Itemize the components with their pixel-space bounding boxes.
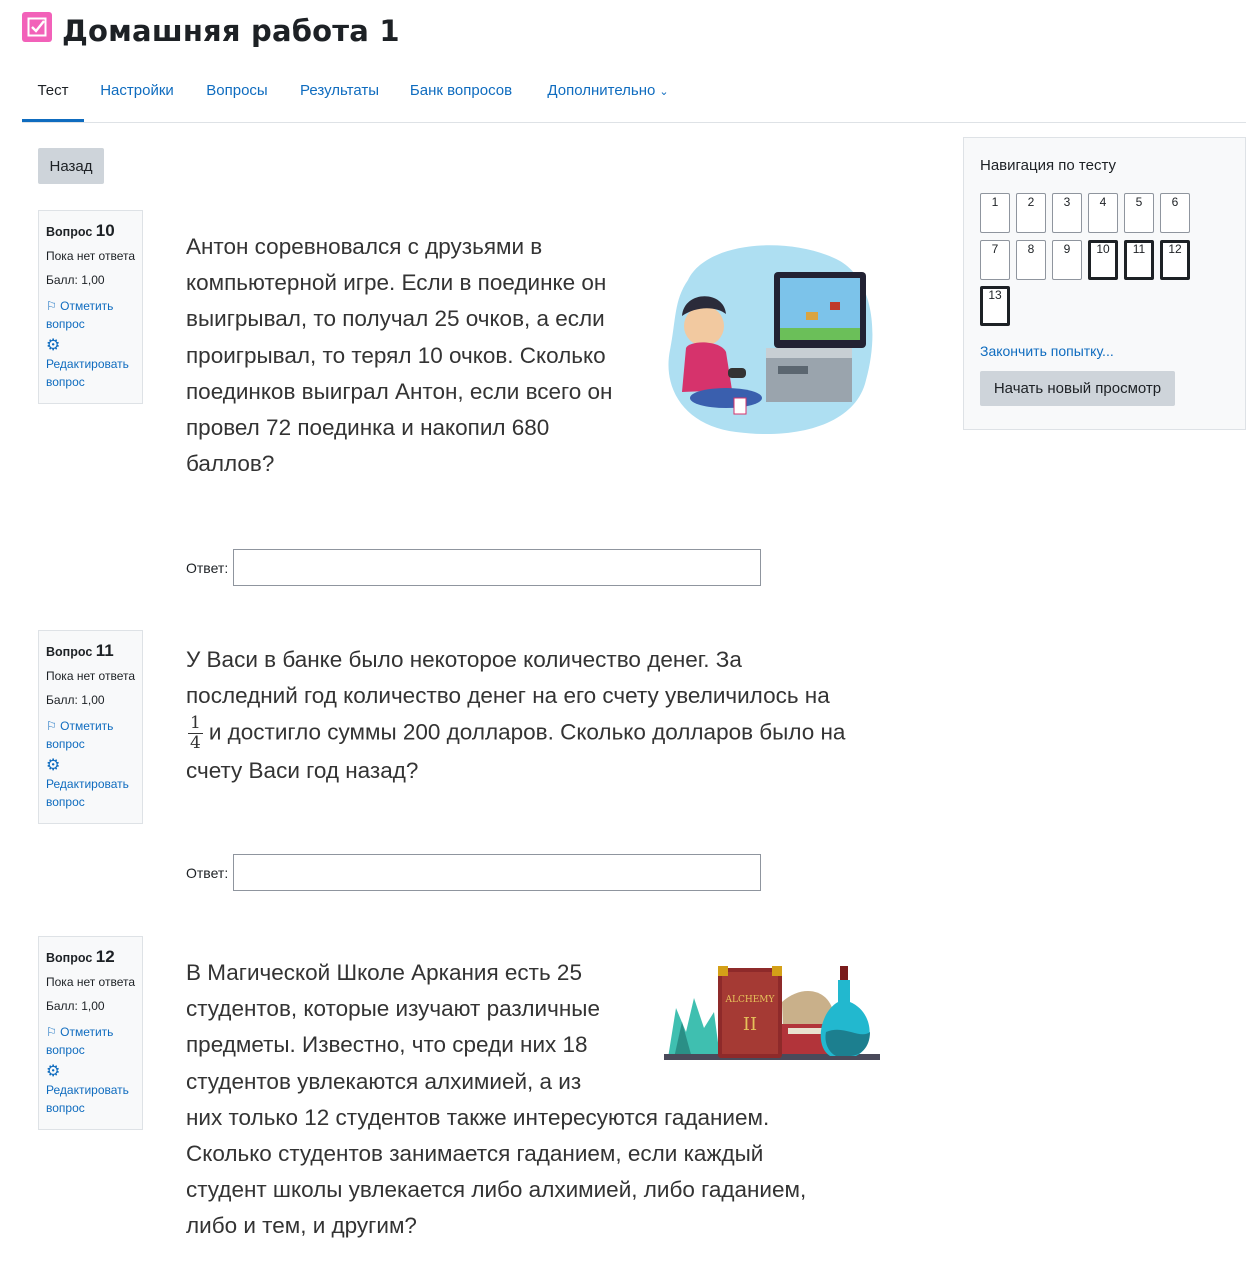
nav-question-2[interactable]: 2 [1016, 193, 1046, 233]
question-number [46, 221, 135, 241]
quiz-navigation-title: Навигация по тесту [980, 157, 1116, 174]
gear-icon: ⚙ [46, 1063, 61, 1080]
question-line: них только 12 студентов также интересуются гаданием. [186, 1104, 770, 1130]
nav-question-6[interactable]: 6 [1160, 193, 1190, 233]
question-line: Сколько студентов занимается гаданием, если каждый [186, 1141, 764, 1167]
edit-label: Редактировать вопрос [46, 1083, 129, 1115]
question-line: Антон соревновался с друзьями в [186, 234, 543, 259]
fraction [188, 714, 203, 753]
back-button[interactable]: Назад [38, 148, 104, 184]
question-line: студентов увлекаются алхимией, а из [186, 1068, 582, 1094]
question-number-value: 12 [95, 947, 115, 966]
tab-quiz[interactable]: Тест [22, 70, 84, 122]
edit-question-link[interactable] [46, 757, 135, 811]
flag-question-link[interactable] [46, 717, 135, 753]
flag-icon: ⚐ [46, 719, 57, 733]
nav-question-10[interactable]: 10 [1088, 240, 1118, 280]
question-number-value: 10 [95, 221, 115, 240]
question-prefix: Вопрос [46, 645, 93, 659]
flag-question-link[interactable] [46, 297, 135, 333]
question-line: баллов? [186, 451, 275, 477]
question-prefix: Вопрос [46, 951, 93, 965]
tab-questions[interactable]: Вопросы [206, 82, 268, 99]
alchemy-books-illustration [664, 962, 880, 1062]
question-prefix: Вопрос [46, 225, 93, 239]
flag-question-link[interactable] [46, 1023, 135, 1059]
question-line: провел 72 поединка и накопил 680 [186, 415, 550, 441]
flag-label: Отметить вопрос [46, 299, 114, 331]
flag-label: Отметить вопрос [46, 1025, 114, 1057]
question-line-text: и достигло суммы 200 долларов. Сколько долларов было на [208, 719, 846, 745]
question-state: Пока нет ответа [46, 249, 136, 263]
book-numeral: II [742, 1014, 758, 1035]
fraction-numerator: 1 [190, 713, 201, 734]
question-text-10 [186, 229, 656, 482]
nav-question-1[interactable]: 1 [980, 193, 1010, 233]
nav-question-8[interactable]: 8 [1016, 240, 1046, 280]
question-grade: Балл: 1,00 [46, 999, 105, 1013]
nav-question-7[interactable]: 7 [980, 240, 1010, 280]
question-info-11 [38, 630, 143, 824]
nav-question-12[interactable]: 12 [1160, 240, 1190, 280]
fraction-denominator: 4 [190, 733, 201, 754]
question-line: проигрывал, то терял 10 очков. Сколько [186, 342, 606, 368]
gamer-boy-illustration [666, 240, 876, 438]
question-line: либо и тем, и другим? [186, 1213, 417, 1239]
question-number-value: 11 [95, 641, 114, 660]
question-grade: Балл: 1,00 [46, 693, 105, 707]
start-new-preview-button[interactable]: Начать новый просмотр [980, 371, 1175, 406]
question-grade: Балл: 1,00 [46, 273, 105, 287]
answer-label: Ответ: [186, 560, 229, 576]
flag-label: Отметить вопрос [46, 719, 114, 751]
question-info-10 [38, 210, 143, 404]
nav-question-3[interactable]: 3 [1052, 193, 1082, 233]
flag-icon: ⚐ [46, 1025, 57, 1039]
question-line: У Васи в банке было некоторое количество денег. За [186, 647, 742, 672]
question-line: компьютерной игре. Если в поединке он [186, 270, 607, 296]
answer-input-11[interactable] [233, 854, 761, 891]
tab-question-bank[interactable]: Банк вопросов [409, 82, 513, 99]
nav-question-9[interactable]: 9 [1052, 240, 1082, 280]
tab-results[interactable]: Результаты [300, 82, 379, 99]
tab-settings[interactable]: Настройки [100, 82, 174, 99]
page-title: Домашняя работа 1 [62, 14, 400, 48]
question-line: студентов, которые изучают различные [186, 996, 600, 1022]
tab-more-label: Дополнительно [547, 82, 656, 99]
question-line: выигрывал, то получал 25 очков, а если [186, 306, 605, 332]
question-line: поединков выиграл Антон, если всего он [186, 378, 613, 404]
quiz-checkbox-icon [22, 12, 52, 42]
tab-more[interactable] [545, 70, 671, 122]
question-line: счету Васи год назад? [186, 758, 419, 784]
question-info-12 [38, 936, 143, 1130]
nav-question-5[interactable]: 5 [1124, 193, 1154, 233]
flag-icon: ⚐ [46, 299, 57, 313]
question-line: В Магической Школе Аркания есть 25 [186, 960, 582, 985]
nav-question-4[interactable]: 4 [1088, 193, 1118, 233]
question-number [46, 641, 135, 661]
answer-input-10[interactable] [233, 549, 761, 586]
finish-attempt-link[interactable]: Закончить попытку... [980, 343, 1114, 359]
question-line: предметы. Известно, что среди них 18 [186, 1032, 588, 1058]
question-state: Пока нет ответа [46, 669, 136, 683]
gear-icon: ⚙ [46, 757, 61, 774]
edit-label: Редактировать вопрос [46, 777, 129, 809]
secondary-navigation [22, 70, 1246, 123]
question-text-11 [186, 642, 926, 790]
question-line: студент школы увлекается либо алхимией, либо гаданием, [186, 1177, 807, 1203]
gear-icon: ⚙ [46, 337, 61, 354]
question-number [46, 947, 135, 967]
book-spine-text: ALCHEMY [725, 995, 775, 1005]
question-line: последний год количество денег на его счету увеличилось на [186, 683, 830, 709]
answer-label: Ответ: [186, 865, 229, 881]
question-line-with-fraction [186, 714, 926, 753]
question-state: Пока нет ответа [46, 975, 136, 989]
nav-question-11[interactable]: 11 [1124, 240, 1154, 280]
edit-label: Редактировать вопрос [46, 357, 129, 389]
edit-question-link[interactable] [46, 337, 135, 391]
nav-question-13[interactable]: 13 [980, 286, 1010, 326]
chevron-down-icon: ⌄ [659, 86, 669, 98]
edit-question-link[interactable] [46, 1063, 135, 1117]
